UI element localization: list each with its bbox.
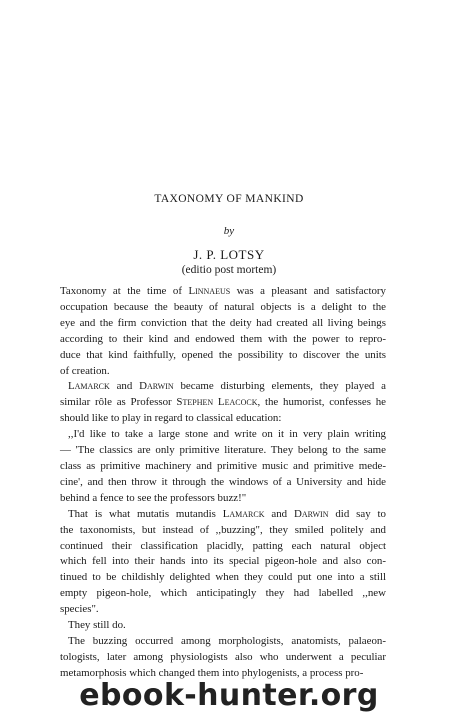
- text-line: eye and the firm conviction that the deity had created all living beings: [60, 316, 386, 329]
- paragraph: [60, 427, 386, 507]
- text-line: That is what mutatis mutandis Lamarck and Darwin did say to: [68, 507, 386, 520]
- text-line: class as primitive machinery and primitive music and primitive mede-: [60, 459, 386, 472]
- text-line: should like to play in regard to classical education:: [60, 412, 282, 425]
- paragraph: [60, 284, 386, 379]
- text-line: ,,I'd like to take a large stone and write on it in very plain writing: [68, 428, 386, 441]
- paragraph: [60, 379, 386, 427]
- text-line: of creation.: [60, 364, 110, 377]
- text-line: according to their kind and endowed them with the power to repro-: [60, 332, 386, 345]
- text-line: Taxonomy at the time of Linnaeus was a pleasant and satisfactory: [60, 285, 386, 297]
- text-line: empty pigeon-hole, which anticipatingly they had labelled ,,new: [60, 587, 386, 600]
- text-line: They still do.: [68, 619, 126, 632]
- text-line: the taxonomists, but instead of ,,buzzing", they smiled politely and: [60, 523, 386, 536]
- text-line: metamorphosis which changed them into phylogenists, a process pro-: [60, 666, 364, 679]
- text-line: behind a fence to see the professors buzz!": [60, 491, 247, 504]
- text-line: continued their classification placidly, patting each natural object: [60, 539, 386, 552]
- text-line: — 'The classics are only primitive literature. They belong to the same: [60, 444, 386, 457]
- article-title: TAXONOMY OF MANKIND: [154, 193, 304, 205]
- text-line: tologists, later among physiologists also who underwent a peculiar: [60, 650, 386, 663]
- text-line: species".: [60, 603, 99, 616]
- text-line: cine', and then throw it through the windows of a University and hide: [60, 475, 386, 488]
- article-body: [60, 284, 386, 682]
- text-line: Lamarck and Darwin became disturbing elements, they played a: [68, 380, 386, 393]
- text-line: similar rôle as Professor Stephen Leacock, the humorist, confesses he: [60, 396, 386, 409]
- paragraph: [60, 634, 386, 682]
- watermark-logo: ebook-hunter.org: [79, 678, 379, 713]
- edition-note: (editio post mortem): [181, 264, 277, 276]
- text-line: occupation because the beauty of natural objects is a delight to the: [60, 300, 386, 313]
- paragraph: [60, 507, 386, 618]
- article-header: [0, 193, 458, 276]
- text-line: which fell into their hands into its special pigeon-hole and also con-: [60, 555, 386, 568]
- author-name: J. P. LOTSY: [193, 247, 265, 262]
- byline: by: [223, 225, 235, 237]
- text-line: duce that kind faithfully, opened the possibility to discover the units: [60, 348, 386, 361]
- paragraph: [60, 618, 386, 634]
- text-line: The buzzing occurred among morphologists, anatomists, palaeon-: [68, 634, 386, 647]
- text-line: tinued to be childishly delighted when they could put one into a still: [60, 571, 386, 584]
